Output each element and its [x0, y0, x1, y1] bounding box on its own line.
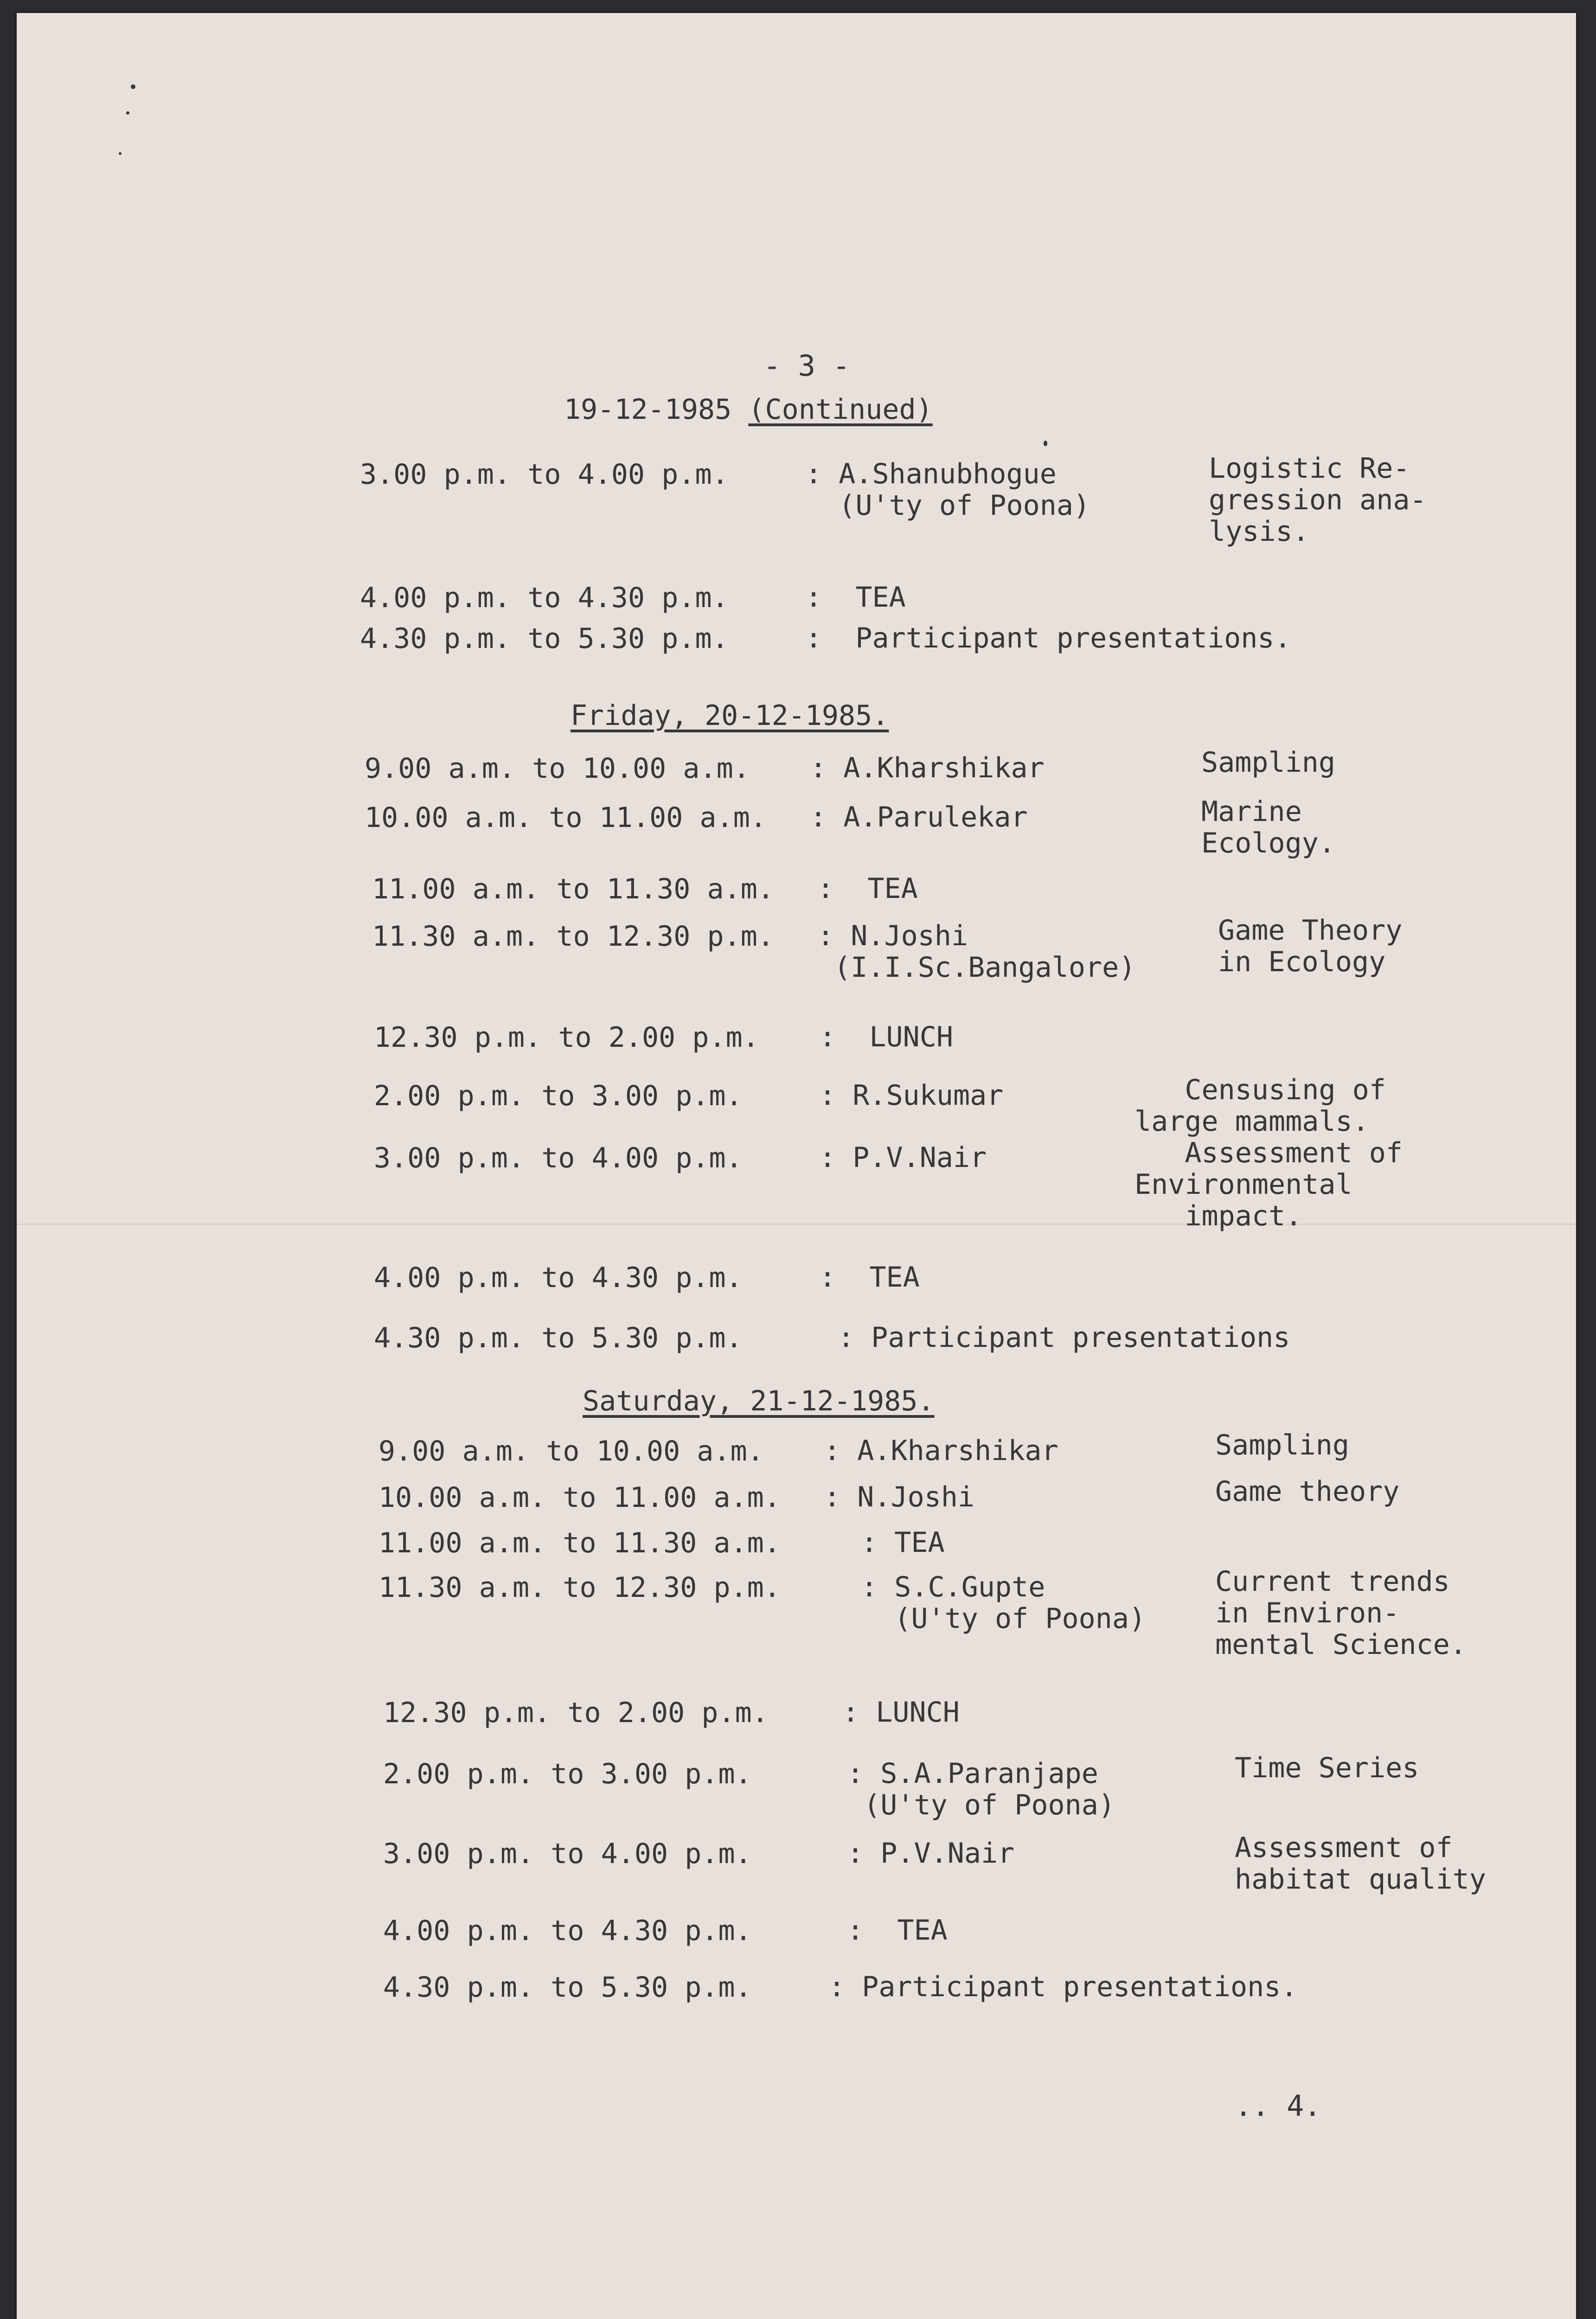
- section-heading: [564, 393, 933, 426]
- speaker: : Participant presentations.: [828, 1971, 1298, 2003]
- speaker: : LUNCH: [819, 1021, 953, 1053]
- time-slot: 11.30 a.m. to 12.30 p.m.: [378, 1571, 781, 1604]
- continuation-marker: .. 4.: [1235, 2089, 1321, 2123]
- time-slot: 4.00 p.m. to 4.30 p.m.: [383, 1915, 752, 1947]
- section-note: (Continued): [748, 393, 933, 426]
- speaker: : LUNCH: [842, 1696, 960, 1729]
- time-slot: 12.30 p.m. to 2.00 p.m.: [383, 1697, 769, 1729]
- paper-speck: [131, 84, 135, 89]
- topic: Assessment of Environmental impact.: [1135, 1137, 1403, 1232]
- time-slot: 4.30 p.m. to 5.30 p.m.: [374, 1322, 743, 1354]
- document-page: [17, 13, 1576, 2319]
- speaker: : TEA: [861, 1526, 945, 1559]
- paper-speck: [126, 111, 129, 115]
- speaker: : R.Sukumar: [819, 1079, 1004, 1112]
- time-slot: 10.00 a.m. to 11.00 a.m.: [378, 1481, 781, 1514]
- time-slot: 9.00 a.m. to 10.00 a.m.: [365, 752, 750, 785]
- time-slot: 9.00 a.m. to 10.00 a.m.: [378, 1435, 764, 1467]
- time-slot: 2.00 p.m. to 3.00 p.m.: [383, 1758, 752, 1790]
- speaker: : S.C.Gupte (U'ty of Poona): [861, 1571, 1146, 1635]
- speaker: : N.Joshi: [824, 1481, 975, 1513]
- speaker: : TEA: [805, 581, 906, 614]
- speaker: : A.Kharshikar: [810, 752, 1045, 784]
- speaker: : TEA: [819, 1261, 920, 1294]
- speaker: : TEA: [817, 872, 918, 905]
- time-slot: 12.30 p.m. to 2.00 p.m.: [374, 1021, 759, 1054]
- time-slot: 2.00 p.m. to 3.00 p.m.: [374, 1080, 743, 1112]
- speaker: : P.V.Nair: [819, 1141, 987, 1174]
- topic: Sampling: [1201, 746, 1335, 779]
- section-date: Friday, 20-12-1985.: [570, 699, 889, 732]
- time-slot: 11.30 a.m. to 12.30 p.m.: [372, 920, 774, 953]
- paper-speck: [1044, 441, 1047, 446]
- speaker: : A.Kharshikar: [824, 1435, 1058, 1467]
- time-slot: 4.00 p.m. to 4.30 p.m.: [360, 582, 729, 614]
- speaker: : P.V.Nair: [847, 1837, 1015, 1870]
- time-slot: 3.00 p.m. to 4.00 p.m.: [360, 458, 729, 491]
- topic: Current trends in Environ- mental Science.: [1215, 1565, 1467, 1661]
- time-slot: 3.00 p.m. to 4.00 p.m.: [383, 1838, 752, 1870]
- speaker: : Participant presentations.: [805, 622, 1291, 654]
- topic: Assessment of habitat quality: [1235, 1832, 1486, 1896]
- section-date: 19-12-1985: [564, 393, 732, 426]
- paper-speck: [119, 152, 122, 155]
- section-heading: [583, 1385, 935, 1417]
- time-slot: 3.00 p.m. to 4.00 p.m.: [374, 1142, 743, 1174]
- time-slot: 11.00 a.m. to 11.30 a.m.: [378, 1527, 781, 1559]
- time-slot: 11.00 a.m. to 11.30 a.m.: [372, 873, 774, 905]
- topic: Game theory: [1215, 1475, 1400, 1508]
- speaker: : A.Parulekar: [810, 801, 1028, 833]
- speaker: : TEA: [847, 1914, 948, 1947]
- time-slot: 10.00 a.m. to 11.00 a.m.: [365, 801, 767, 834]
- topic: Sampling: [1215, 1429, 1349, 1461]
- topic: Marine Ecology.: [1201, 795, 1335, 859]
- speaker: : S.A.Paranjape (U'ty of Poona): [847, 1757, 1115, 1821]
- topic: Time Series: [1235, 1752, 1419, 1784]
- page-number: - 3 -: [763, 349, 850, 383]
- topic: Game Theory in Ecology: [1218, 914, 1403, 978]
- speaker: : Participant presentations: [838, 1321, 1290, 1354]
- time-slot: 4.30 p.m. to 5.30 p.m.: [383, 1971, 752, 2004]
- time-slot: 4.30 p.m. to 5.30 p.m.: [360, 622, 729, 655]
- section-date: Saturday, 21-12-1985.: [583, 1385, 935, 1417]
- topic: Logistic Re- gression ana- lysis.: [1209, 452, 1427, 548]
- section-heading: [570, 699, 889, 732]
- speaker: : N.Joshi (I.I.Sc.Bangalore): [817, 920, 1136, 984]
- time-slot: 4.00 p.m. to 4.30 p.m.: [374, 1262, 743, 1294]
- topic: Censusing of large mammals.: [1135, 1074, 1386, 1138]
- speaker: : A.Shanubhogue (U'ty of Poona): [805, 458, 1090, 522]
